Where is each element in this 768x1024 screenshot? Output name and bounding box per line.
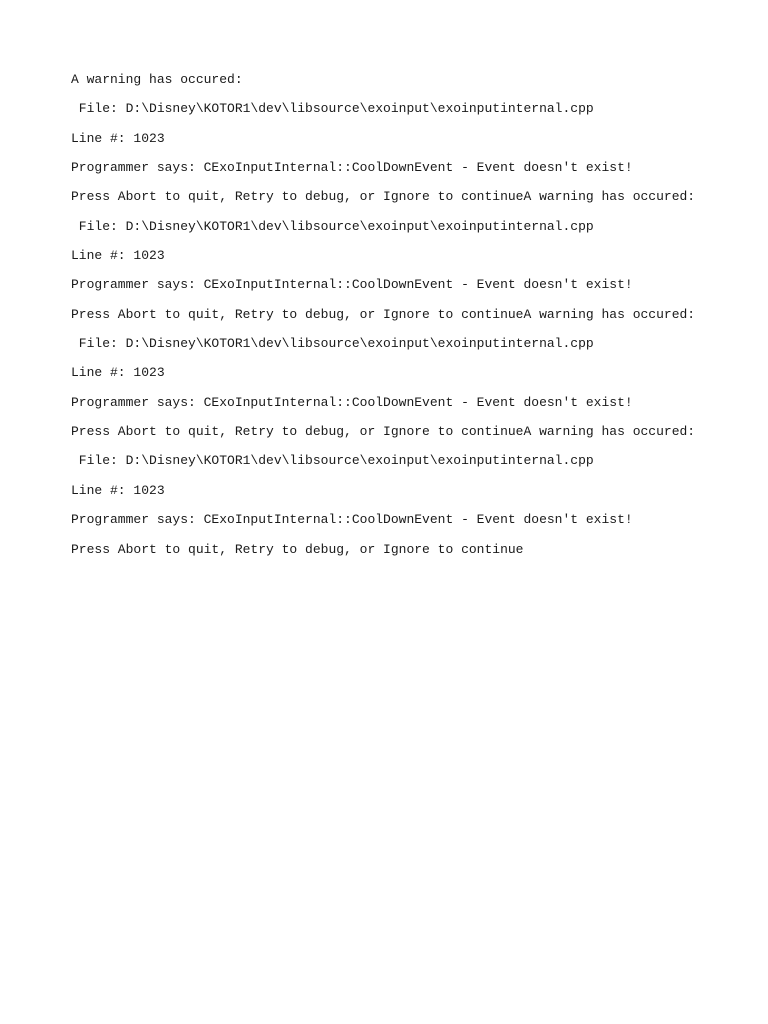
log-line: Line #: 1023 <box>71 482 165 498</box>
log-line: Programmer says: CExoInputInternal::CoolDownEvent - Event doesn't exist! <box>71 512 633 528</box>
log-line: Programmer says: CExoInputInternal::CoolDownEvent - Event doesn't exist! <box>71 277 633 293</box>
log-line: Press Abort to quit, Retry to debug, or Ignore to continue <box>71 541 524 557</box>
log-line: Line #: 1023 <box>71 130 165 146</box>
log-line: A warning has occured: <box>71 72 243 87</box>
warning-log <box>71 70 751 569</box>
log-line: File: D:\Disney\KOTOR1\dev\libsource\exoinput\exoinputinternal.cpp <box>71 336 594 352</box>
log-line: Line #: 1023 <box>71 248 165 264</box>
log-line: Line #: 1023 <box>71 365 165 381</box>
log-line: Press Abort to quit, Retry to debug, or Ignore to continueA warning has occured: <box>71 189 696 205</box>
log-line: Press Abort to quit, Retry to debug, or Ignore to continueA warning has occured: <box>71 306 696 322</box>
log-line: Press Abort to quit, Retry to debug, or Ignore to continueA warning has occured: <box>71 424 696 440</box>
log-line: File: D:\Disney\KOTOR1\dev\libsource\exoinput\exoinputinternal.cpp <box>71 218 594 234</box>
log-line: Programmer says: CExoInputInternal::CoolDownEvent - Event doesn't exist! <box>71 394 633 410</box>
log-line: File: D:\Disney\KOTOR1\dev\libsource\exoinput\exoinputinternal.cpp <box>71 101 594 117</box>
log-line: Programmer says: CExoInputInternal::CoolDownEvent - Event doesn't exist! <box>71 160 633 176</box>
log-line: File: D:\Disney\KOTOR1\dev\libsource\exoinput\exoinputinternal.cpp <box>71 453 594 469</box>
